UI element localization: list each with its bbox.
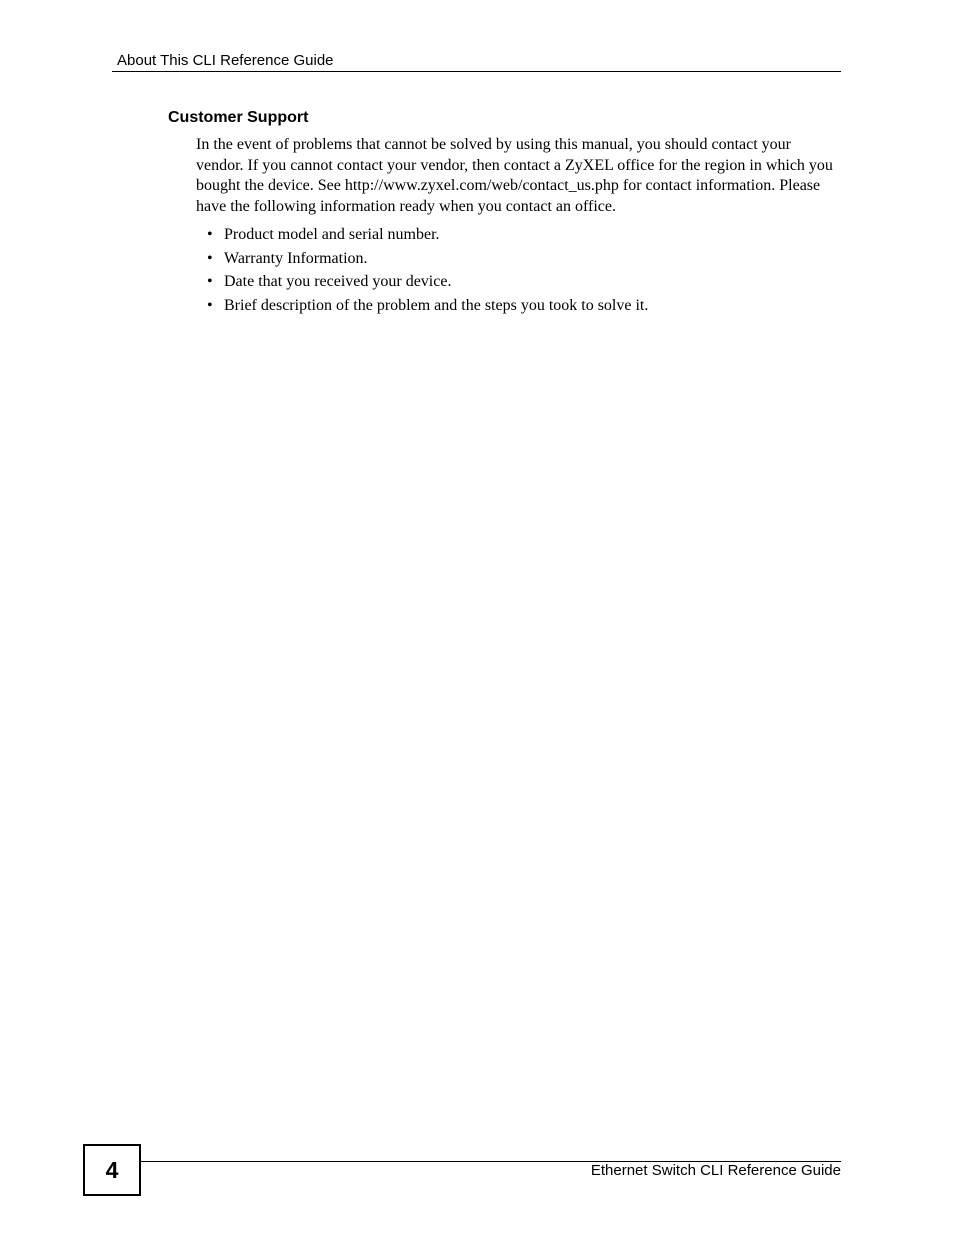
section-heading: Customer Support: [168, 109, 309, 126]
body-paragraph: In the event of problems that cannot be solved by using this manual, you should contact your vendor. If you cannot contact your vendor, then contact a ZyXEL office for the region in which you bought the device. See http://www.zyxel.com/web/contact_us.php for contact information. Please have the following information ready when you contact an office.: [196, 136, 833, 215]
list-item-text: Date that you received your device.: [224, 273, 452, 290]
page-number: 4: [83, 1144, 141, 1196]
bullet-icon: •: [207, 249, 213, 267]
list-item: [196, 272, 841, 296]
list-item: [196, 296, 841, 320]
bullet-icon: •: [207, 296, 213, 314]
list-item-text: Brief description of the problem and the steps you took to solve it.: [224, 296, 649, 314]
bullet-icon: •: [207, 226, 213, 243]
list-item: [196, 249, 841, 273]
running-footer: Ethernet Switch CLI Reference Guide: [590, 1162, 841, 1179]
info-bullet-list: [196, 225, 841, 319]
bullet-icon: •: [207, 273, 213, 290]
header-rule: [112, 71, 841, 72]
list-item-text: Warranty Information.: [224, 249, 368, 267]
list-item-text: Product model and serial number.: [224, 226, 440, 243]
running-header: About This CLI Reference Guide: [117, 52, 334, 69]
list-item: [196, 225, 841, 249]
